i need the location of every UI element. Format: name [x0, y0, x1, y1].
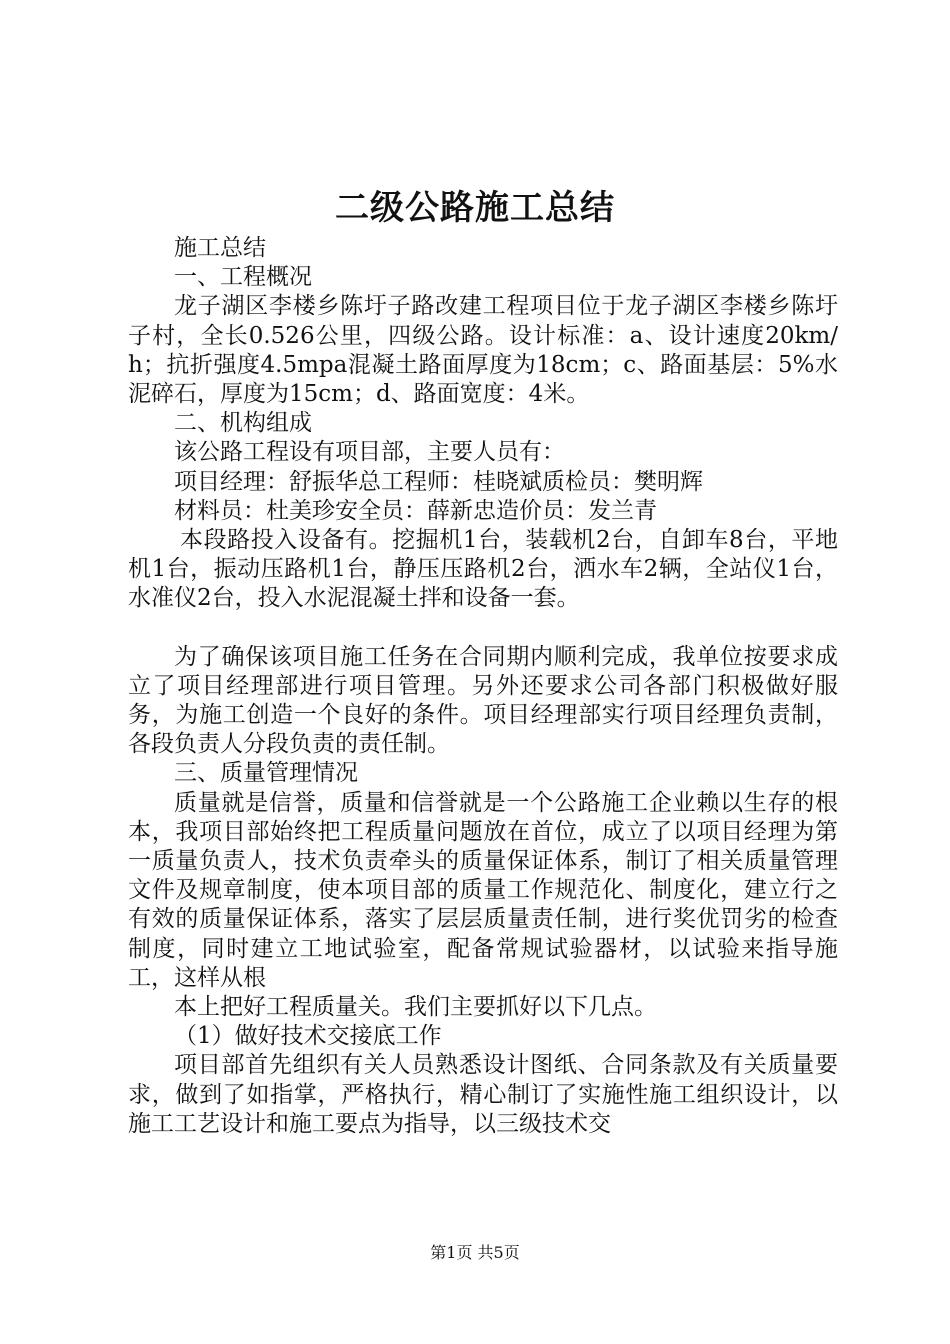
subheading-technical-briefing: （1）做好技术交接底工作: [174, 1023, 442, 1050]
paragraph-equipment: 本段路投入设备有。挖掘机1台，装载机2台，自卸车8台，平地机1台，振动压路机1台，静压压路机2台，洒水车2辆，全站仪1台，水准仪2台，投入水泥混凝土拌和设备一套。: [128, 527, 838, 612]
paragraph-staff-support: 材料员：杜美珍安全员：薛新忠造价员：发兰青: [174, 497, 657, 524]
document-body: [128, 234, 838, 1139]
section-heading-overview: 一、工程概况: [174, 264, 312, 291]
paragraph-overview: 龙子湖区李楼乡陈圩子路改建工程项目位于龙子湖区李楼乡陈圩子村，全长0.526公里，四级公路。设计标准：a、设计速度20km/h；抗折强度4.5mpa混凝土路面厚度为18cm；c、路面基层：5%水泥碎石，厚度为15cm；d、路面宽度：4米。: [128, 293, 838, 408]
paragraph-gap: [128, 614, 838, 643]
paragraph-quality-continued: 本上把好工程质量关。我们主要抓好以下几点。: [174, 994, 657, 1021]
paragraph-staff-managers: 项目经理：舒振华总工程师：桂晓斌质检员：樊明辉: [174, 468, 703, 495]
paragraph-technical-briefing: 项目部首先组织有关人员熟悉设计图纸、合同条款及有关质量要求，做到了如指掌，严格执行，精心制订了实施性施工组织设计，以施工工艺设计和施工要点为指导，以三级技术交: [128, 1052, 838, 1137]
document-title: 二级公路施工总结: [335, 188, 615, 228]
paragraph-management: 为了确保该项目施工任务在合同期内顺利完成，我单位按要求成立了项目经理部进行项目管理。另外还要求公司各部门积极做好服务，为施工创造一个良好的条件。项目经理部实行项目经理负责制，各段负责人分段负责的责任制。: [128, 643, 838, 758]
section-heading-organization: 二、机构组成: [174, 410, 312, 437]
section-heading-quality: 三、质量管理情况: [174, 760, 358, 787]
paragraph-quality: 质量就是信誉，质量和信誉就是一个公路施工企业赖以生存的根本，我项目部始终把工程质量问题放在首位，成立了以项目经理为第一质量负责人，技术负责牵头的质量保证体系，制订了相关质量管理文件及规章制度，使本项目部的质量工作规范化、制度化，建立行之有效的质量保证体系，落实了层层质量责任制，进行奖优罚劣的检查制度，同时建立工地试验室，配备常规试验器材，以试验来指导施工，这样从根: [128, 789, 838, 991]
paragraph-staff-intro: 该公路工程设有项目部，主要人员有：: [174, 439, 565, 466]
page-footer: 第1页 共5页: [430, 1243, 520, 1262]
paragraph-summary-label: 施工总结: [174, 235, 266, 261]
